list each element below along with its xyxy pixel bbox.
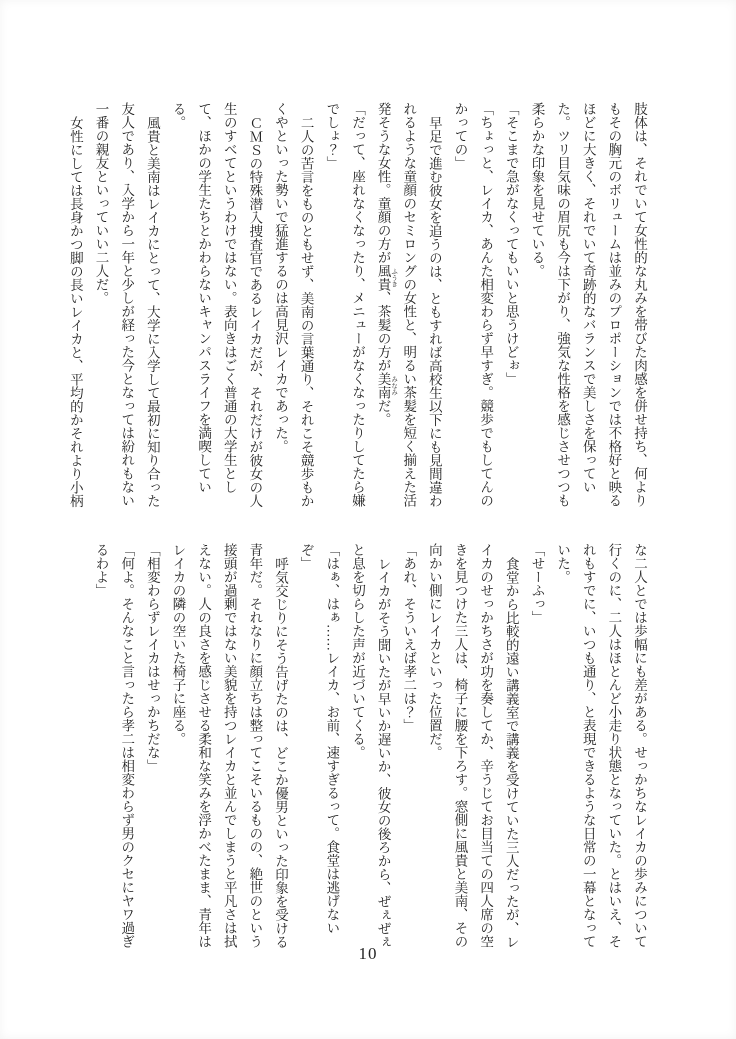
paragraph: レイカがそう聞いたが早いか遅いか、彼女の後ろから、ぜぇぜぇと息を切らした声が近づいてくる。 — [349, 543, 391, 948]
paragraph: 「せーふっ」 — [529, 543, 545, 624]
paragraph: 早足で進む彼女を追うのは、ともすれば高校生以下にも見間違われるような童顔のセミロングの女性と、明るい茶髪を短く揃えた活発そうな女性。童顔の方が風貴 ふうき、茶髪の方が美南 みなみだ。 — [375, 102, 442, 507]
paragraph: 二人の苦言をものともせず、美南の言葉通り、それこそ競歩もかくやといった勢いで猛進するのは高見沢レイカであった。 — [273, 102, 314, 507]
paragraph: 風貴と美南はレイカにとって、大学に入学して最初に知り合った友人であり、入学から一年と少しが経った今となっては紛れもない一番の親友といっていい二人だ。 — [93, 102, 160, 507]
paragraph: 女性にしては長身かつ脚の長いレイカと、平均的かそれより小柄 — [67, 115, 83, 507]
paragraph: 食堂から比較的遠い講義室で講義を受けていた三人だったが、レイカのせっかちさが功を奏してか、辛うじてお目当ての四人席の空きを見つけた三人は、椅子に腰を下ろす。窓側に風貴と美南、その向かい側にレイカといった位置だ。 — [426, 543, 519, 948]
paragraph: 「相変わらずレイカはせっかちだな」 — [144, 543, 160, 773]
paragraph: 「ちょっと、レイカ、あんた相変わらず早すぎ。競歩でもしてんのかっての」 — [452, 102, 494, 507]
paragraph: 「だって、座れなくなったり、メニューがなくなったりしてたら嫌でしょ？」 — [324, 102, 365, 507]
paragraph: 肢体は、それでいて女性的な丸みを帯びた肉感を併せ持ち、何よりもその胸元のボリュームは並みのプロポーションでは不格好と映るほどに大きく、それでいて奇跡的なバランスで美しさを保っていた。ツリ目気味の眉尻も今は下がり、強気な性格を感じさせつつも柔らかな印象を見せている。 — [529, 102, 647, 507]
paragraph: 呼気交じりにそう告げたのは、どこか優男といった印象を受ける青年だ。それなりに顔立ちは整ってこそいるものの、絶世のという接頭が過剰ではない美貌を持つレイカと並んでしまうと平凡さは拭えない。人の良さを感じさせる柔和な笑みを浮かべたまま、青年はレイカの隣の空いた椅子に座る。 — [170, 543, 289, 948]
page-number: 10 — [358, 944, 378, 963]
bottom-text-block — [88, 543, 652, 948]
furigana-ruby: 風貴 ふうき — [375, 264, 398, 291]
furigana-ruby: 美南 みなみ — [375, 372, 398, 399]
paragraph: 「何よ。そんなこと言ったら孝二は相変わらず男のクセにヤワ過ぎるわよ」 — [93, 543, 135, 948]
paragraph: な二人とでは歩幅にも差がある。せっかちなレイカの歩みについて行くのに、二人はほとんど小走り状態となっていた。とはいえ、それもすでに、いつも通り、と表現できるような日常の一幕となっていた。 — [555, 543, 647, 948]
paragraph: ＣＭＳの特殊潜入捜査官であるレイカだが、それだけが彼女の人生のすべてというわけではない。表向きはごく普通の大学生として、ほかの学生たちとかわらないキャンパスライフを満喫している。 — [170, 102, 263, 507]
paragraph: 「あれ、そういえば孝二は？」 — [401, 543, 417, 732]
top-text-block — [62, 102, 652, 507]
paragraph: 「そこまで急がなくってもいいと思うけどぉ」 — [503, 102, 519, 386]
paragraph: 「はぁ、はぁ……レイカ、お前、速すぎるって。食堂は逃げないぞ」 — [298, 543, 340, 935]
